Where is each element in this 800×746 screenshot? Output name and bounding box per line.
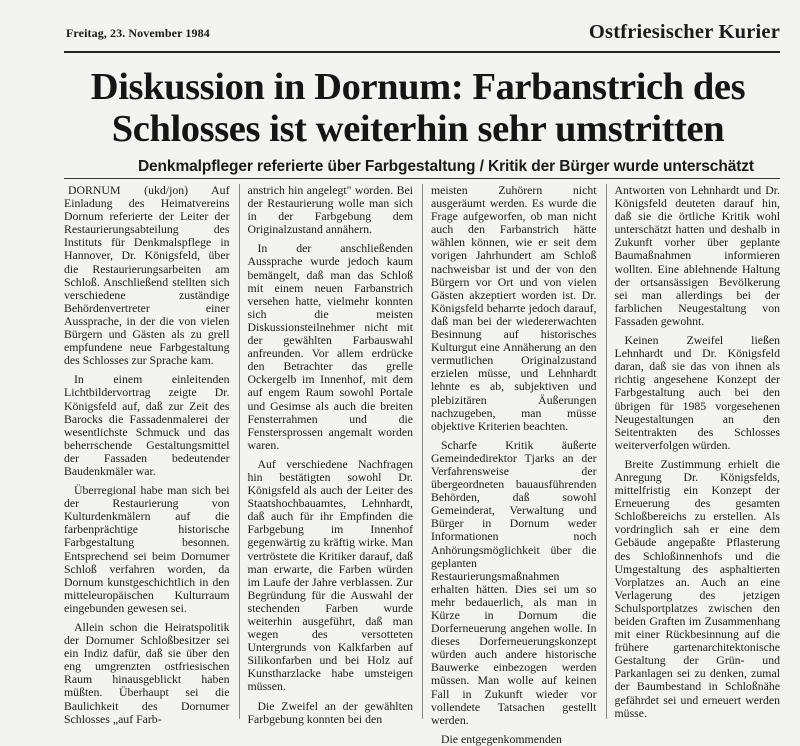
headline-line-2: Schlosses ist weiterhin sehr umstritten: [111, 108, 725, 150]
article-headline: [60, 66, 776, 150]
paragraph: In einem einleitenden Lichtbildervortrag zeigte Dr. Königsfeld auf, daß zur Zeit des Barocks die Fassadenmalerei der wesentlichste Schmuck und das beherrschende Gestaltungsmittel der Fassaden bedeutender Baudenkmäler war.: [64, 372, 230, 478]
headline-line-1: Diskussion in Dornum: Farbanstrich des: [90, 66, 746, 108]
article-body: [64, 183, 780, 746]
paragraph: meisten Zuhörern nicht ausgeräumt werden. Es wurde die Frage aufgeworfen, ob man nicht auch den Farbanstrich hätte wählen können, wie er seit dem vorigen Jahrhundert am Schloß nachweisbar ist und der von den Bürgern vor Ort und von vielen Gästen akzeptiert worden ist. Dr. Königsfeld beharrte jedoch darauf, daß man bei der wiedererwachten Besinnung auf historisches Kulturgut eine Annäherung an den vermutlichen Originalzustand erzielen müsse, und Lehnhardt lehnte es ab, subjektiven und plebizitären Äußerungen nachzugeben, man müsse objektive Kriterien beachten.: [431, 183, 597, 433]
paragraph: Die Zweifel an der gewählten Farbgebung konnten bei den: [247, 698, 413, 726]
subheadline-rule: [64, 178, 780, 179]
paragraph: DORNUM (ukd/jon) Auf Einladung des Heimatvereins Dornum referierte der Leiter der Restaurierungsabteilung des Instituts für Denkmalspflege in Hannover, Dr. Königsfeld, über die Restaurierungsarbeiten am Schloß. Anschließend stellten sich verschiedene zuständige Behördenvertreter einer Aussprache, in der die von vielen Bürgern und Gästen als zu grell empfundene neue Farbgestaltung des Schlosses zur Sprache kam.: [64, 183, 230, 368]
article-subheadline: [60, 158, 776, 176]
paragraph: Allein schon die Heiratspolitik der Dornumer Schloßbesitzer sei ein Indiz dafür, daß sie über den eng umgrenzten ostfriesischen Raum hinausgeblickt haben müßten. Überhaupt sei die Baulichkeit des Dornumer Schlosses „auf Farb-: [64, 620, 230, 726]
paragraph: Breite Zustimmung erhielt die Anregung Dr. Königsfelds, mittelfristig ein Konzept der Erneuerung des gesamten Schloßbereichs zu erstellen. Als vordringlich sah er eine dem Gebäude angepaßte Pflasterung des Schloßinnenhofs und die Umgestaltung des asphaltierten Vorplatzes an. Auch an eine Verlagerung des jetzigen Schulsportplatzes zwischen den beiden Graften im Zusammenhang mit einer Rückbesinnung auf die frühere gartenarchitektonische Gestaltung der Grün- und Parkanlagen sei zu denken, zumal der Baumbestand in Schloßnähe gefährdet sei und erneuert werden müsse.: [614, 456, 780, 720]
column-2: [239, 183, 414, 726]
column-4: [606, 184, 781, 719]
masthead-rule: [64, 51, 780, 53]
subheadline-text: Denkmalpfleger referierte über Farbgestaltung / Kritik der Bürger wurde unterschätzt: [137, 158, 754, 175]
newspaper-name: Ostfriesischer Kurier: [588, 21, 780, 43]
column-3: [422, 183, 597, 746]
paragraph: Keinen Zweifel ließen Lehnhardt und Dr. Königsfeld daran, daß sie das von ihnen als richtig angesehene Konzept der Farbgestaltung auch bei den übrigen für 1985 vorgesehenen Neugestaltungen an den Seitentrakten des Schlosses weiterverfolgen würden.: [614, 333, 780, 452]
paragraph: Auf verschiedene Nachfragen hin bestätigten sowohl Dr. Königsfeld als auch der Leiter des Staatshochbauamtes, Lehnhardt, daß auch für ihr Empfinden die Farbgebung im Innenhof gegenwärtig zu kräftig wirke. Man vertröstete die Kritiker darauf, daß man erwarte, die Farben würden im Laufe der Jahre verblassen. Zur Begründung für die Auswahl der stechenden Farben wurde weiterhin ausgeführt, daß man wegen des versotteten Untergrunds von Kalkfarben auf Silikonfarben und bei Holz auf Kunstharzlacke habe umsteigen müssen.: [247, 456, 413, 694]
column-1: [64, 183, 230, 726]
paragraph: Die entgegenkommenden: [441, 731, 562, 746]
paragraph: anstrich hin angelegt" worden. Bei der Restaurierung wolle man sich in der Farbgebung dem Originalzustand annähern.: [247, 183, 413, 237]
paragraph: Scharfe Kritik äußerte Gemeindedirektor Tjarks an der Verfahrensweise der übergeordneten bauausführenden Behörden, daß sowohl Gemeinderat, Verwaltung und Bürger in Dornum weder Informationen noch Anhörungsmöglichkeit über die geplanten Restaurierungsmaßnahmen erhalten hätten. Dies sei um so mehr bedauerlich, als man in Kürze in Dornum die Dorferneuerung angehen wolle. In dieses Dorferneuerungskonzept würden auch andere historische Bauwerke einbezogen werden müssen. Man wolle auf keinen Fall in Zukunft wieder vor vollendete Tatsachen gestellt werden.: [431, 437, 597, 727]
paragraph: In der anschließenden Aussprache wurde jedoch kaum bemängelt, daß man das Schloß mit einem neuen Farbanstrich versehen hatte, vielmehr konnten sich die meisten Diskussionsteilnehmer nicht mit der gewählten Farbauswahl anfreunden. Vor allem erdrücke den Betrachter das grelle Ockergelb im Innenhof, mit dem auf engem Raum sowohl Portale und Gesimse als auch die breiten Fensterrahmen und die Fenstersprossen angemalt worden waren.: [247, 241, 413, 452]
paragraph: Überregional habe man sich bei der Restaurierung von Kulturdenkmälern auf die farbenprächtige historische Farbgestaltung besonnen. Entsprechend sei beim Dornumer Schloß verfahren worden, da Dornum kunstgeschichtlich in den mitteleuropäischen Kulturraum eingebunden gewesen sei.: [64, 483, 230, 615]
issue-date: Freitag, 23. November 1984: [66, 26, 210, 40]
paragraph: Antworten von Lehnhardt und Dr. Königsfeld deuteten darauf hin, daß sie die örtliche Kritik wohl unterschätzt hatten und deshalb in Zukunft vorher über geplante Baumaßnahmen informieren wollten. Eine ablehnende Haltung der ortsansässigen Bevölkerung sei man allerdings bei der farblichen Neugestaltung von Fassaden gewohnt.: [614, 183, 780, 328]
